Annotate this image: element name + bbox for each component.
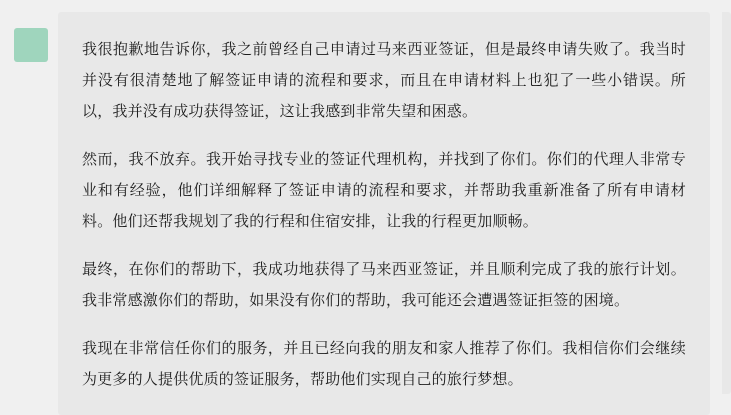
bubble-right-edge (722, 12, 731, 394)
message-paragraph: 我现在非常信任你们的服务，并且已经向我的朋友和家人推荐了你们。我相信你们会继续为更多的人提供优质的签证服务，帮助他们实现自己的旅行梦想。 (82, 340, 686, 388)
message-bubble (58, 12, 710, 415)
message-paragraph: 最终，在你们的帮助下，我成功地获得了马来西亚签证，并且顺利完成了我的旅行计划。我非常感激你们的帮助，如果没有你们的帮助，我可能还会遭遇签证拒签的困境。 (82, 261, 686, 309)
left-gutter (0, 0, 14, 406)
message-paragraph: 我很抱歉地告诉你，我之前曾经自己申请过马来西亚签证，但是最终申请失败了。我当时并没有很清楚地了解签证申请的流程和要求，而且在申请材料上也犯了一些小错误。所以，我并没有成功获得签证，这让我感到非常失望和困惑。 (82, 41, 686, 120)
message-paragraph: 然而，我不放弃。我开始寻找专业的签证代理机构，并找到了你们。你们的代理人非常专业和有经验，他们详细解释了签证申请的流程和要求，并帮助我重新准备了所有申请材料。他们还帮我规划了我的行程和住宿安排，让我的行程更加顺畅。 (82, 151, 686, 230)
avatar[interactable] (14, 28, 48, 62)
